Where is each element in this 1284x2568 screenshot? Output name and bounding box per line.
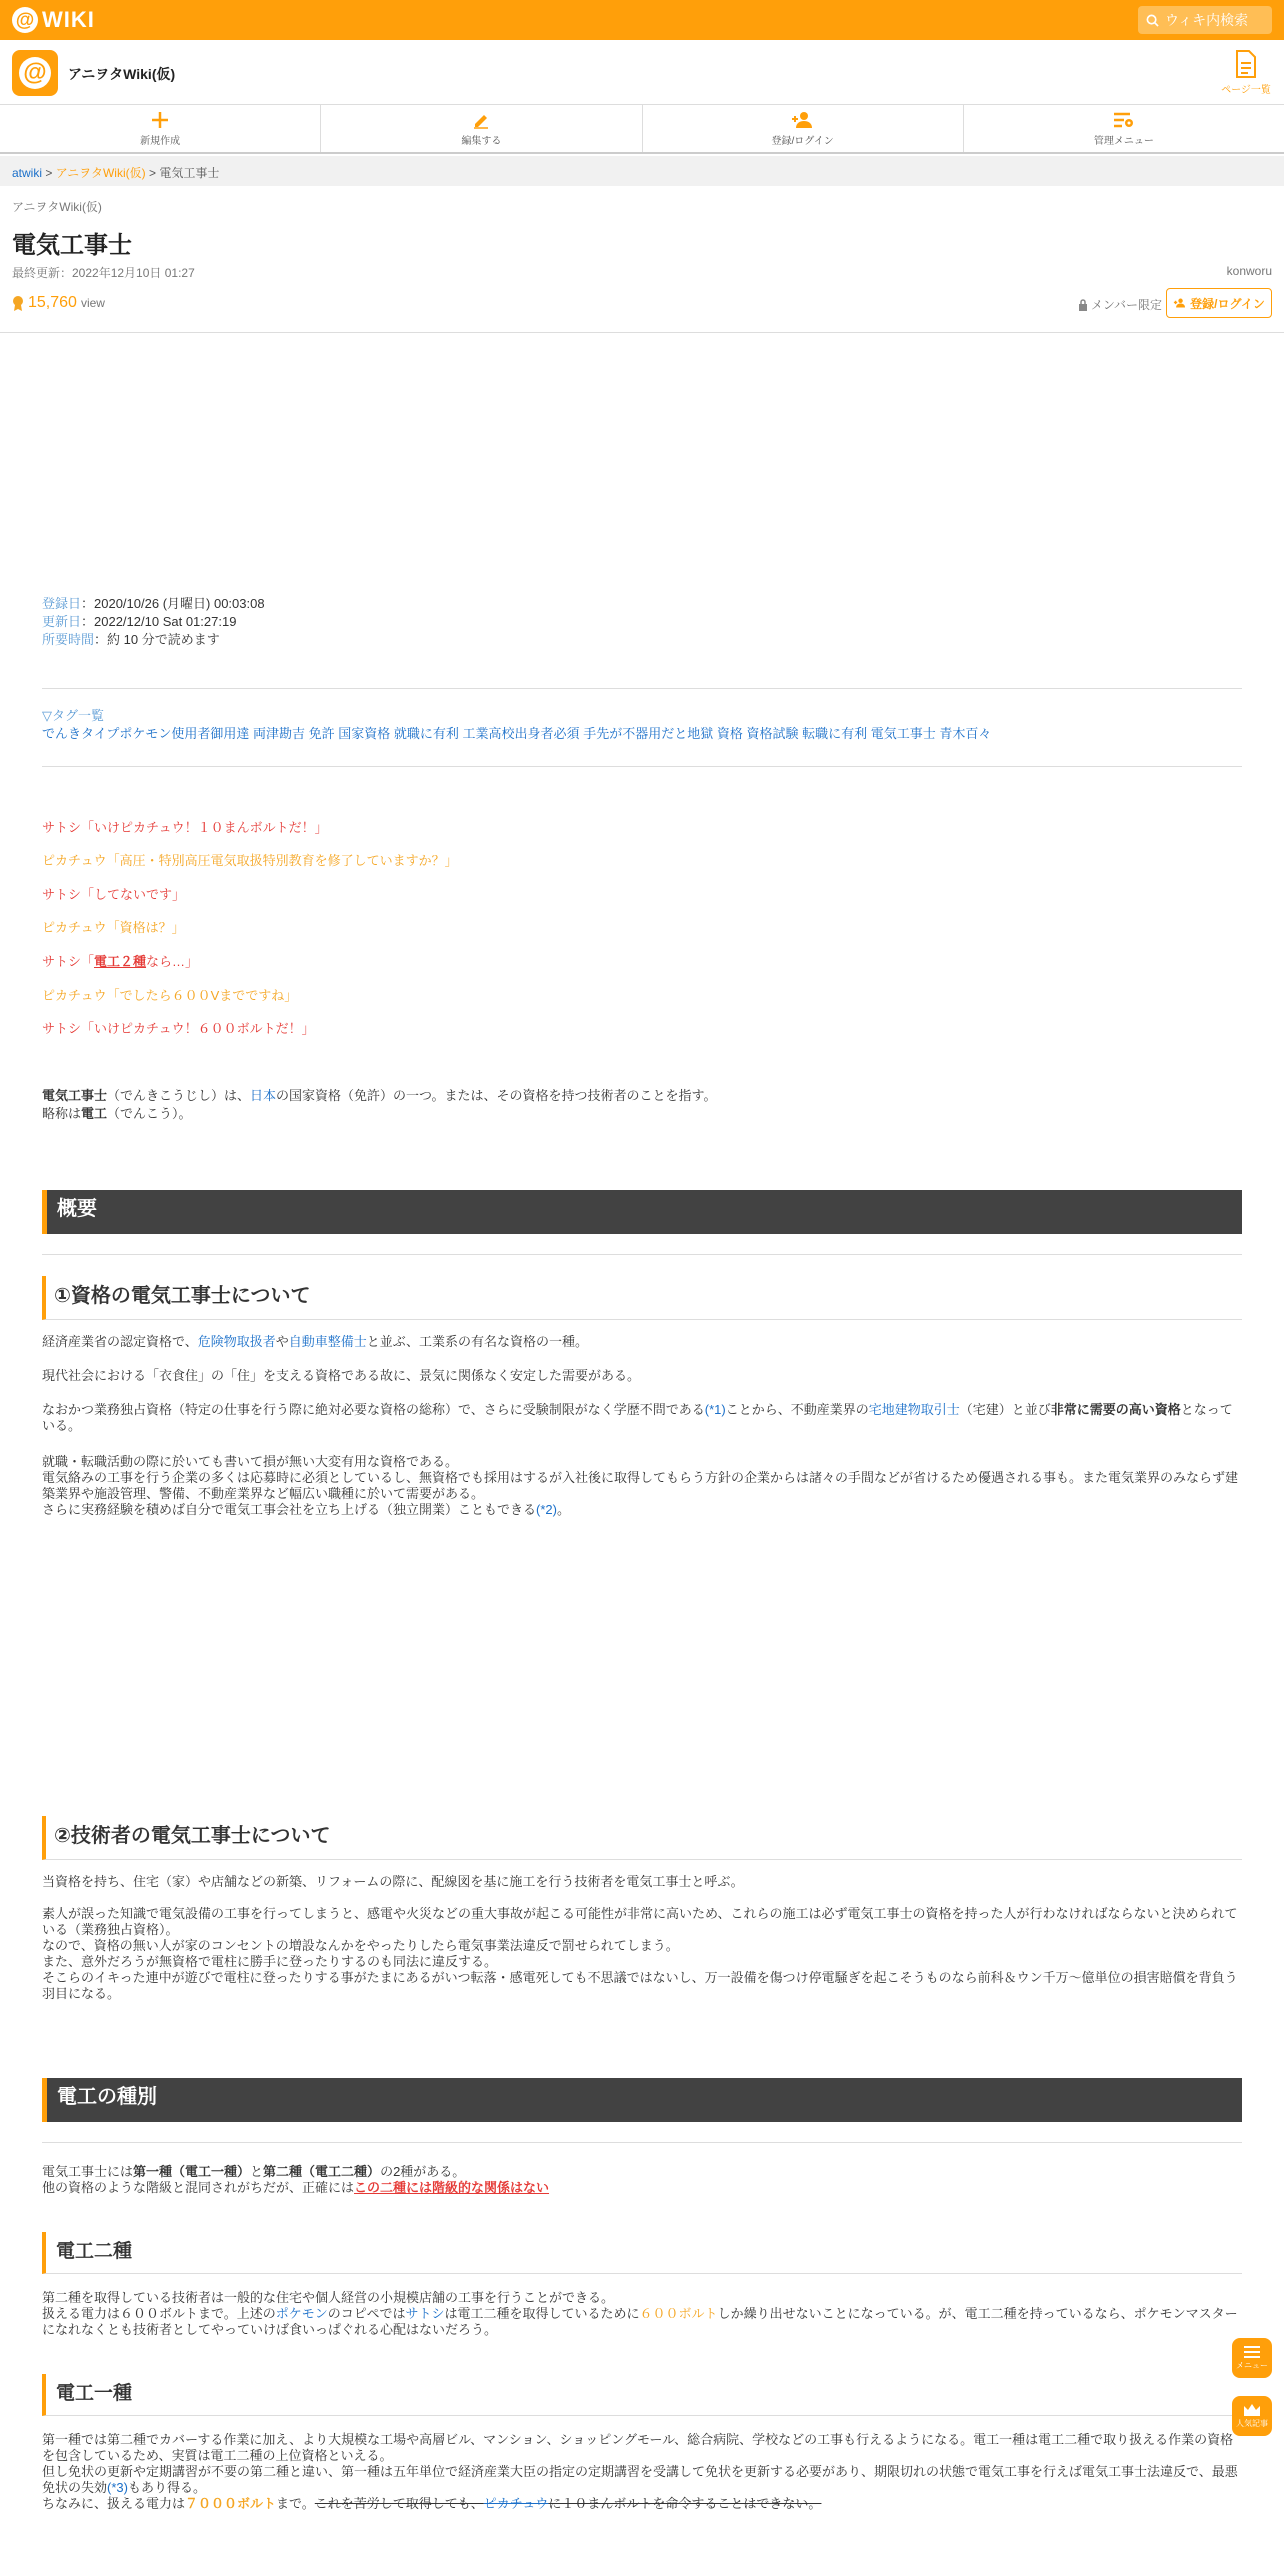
- menu-login[interactable]: [643, 105, 964, 152]
- link-mechanic[interactable]: 自動車整備士: [288, 1334, 367, 1349]
- meta-reading-time: [42, 632, 220, 648]
- dialogue-line: [42, 954, 198, 970]
- text-line: [42, 2496, 1242, 2512]
- author-name[interactable]: konworu: [1226, 264, 1272, 278]
- tag-link[interactable]: 両津勘吉: [252, 726, 305, 741]
- text: （宅建）と並び: [959, 1402, 1051, 1417]
- login-button-label: 登録/ログイン: [1190, 296, 1265, 311]
- text: （でんこう）。: [107, 1106, 192, 1121]
- page-list-label: ページ一覧: [1221, 85, 1271, 96]
- strike-text: これを苦労して取得しても、: [314, 2496, 484, 2511]
- breadcrumb: [0, 156, 1284, 186]
- text-line: なので、資格の無い人が家のコンセントの増設なんかをやったりしたら電気事業法違反で罰せられてしまう。: [42, 1938, 679, 1953]
- tag-link[interactable]: 国家資格: [338, 726, 391, 741]
- login-button[interactable]: [1166, 288, 1272, 318]
- text: 他の資格のような階級と混同されがちだが、正確には: [42, 2180, 355, 2195]
- link-hazmat[interactable]: 危険物取扱者: [197, 1334, 276, 1349]
- view-count: [12, 294, 105, 312]
- text: 略称は: [42, 1106, 82, 1121]
- dialogue-line: サトシ「してないです」: [42, 887, 186, 902]
- section-heading-types: 電工の種別: [42, 2078, 1242, 2122]
- tag-link[interactable]: 免許: [308, 726, 335, 741]
- tag-list: [42, 726, 1242, 742]
- user-add-icon: [791, 111, 815, 129]
- paragraph: [42, 1906, 1242, 2002]
- text-line: また、意外だろうが無資格で電柱に勝手に登ったりするのも同法に違反する。: [42, 1954, 498, 1969]
- text: まで。: [276, 2496, 315, 2511]
- text: なおかつ業務独占資格（特定の仕事を行う際に絶対必要な資格の総称）で、さらに受験制限がなく学歴不問である: [42, 1402, 705, 1417]
- site-icon[interactable]: @: [12, 50, 58, 96]
- menu-label: 登録/ログイン: [771, 135, 834, 147]
- tag-link[interactable]: 工業高校出身者必須: [462, 726, 580, 741]
- document-icon: [1234, 50, 1258, 78]
- floating-menu-button[interactable]: [1232, 2338, 1272, 2378]
- search-box[interactable]: [1138, 6, 1272, 34]
- meta-label: 所要時間: [42, 632, 95, 647]
- tag-link[interactable]: 手先が不器用だと地獄: [583, 726, 714, 741]
- text: の2種がある。: [380, 2164, 466, 2179]
- dialogue-line: サトシ「いけピカチュウ！６００ボルトだ！」: [42, 1021, 315, 1036]
- highlight-text: ７０００ボルト: [185, 2496, 277, 2511]
- view-number: 15,760: [28, 294, 77, 311]
- tag-link[interactable]: でんきタイプポケモン使用者御用達: [42, 726, 250, 741]
- member-only-text: メンバー限定: [1090, 298, 1162, 312]
- menu-label: 管理メニュー: [1093, 135, 1154, 147]
- breadcrumb-site[interactable]: アニヲタWiki(仮): [55, 166, 146, 180]
- highlight-text: ６００ボルト: [639, 2306, 718, 2321]
- section-heading-license: ①資格の電気工事士について: [42, 1276, 1242, 1320]
- meta-value: ：2020/10/26 (月曜日) 00:03:08: [81, 596, 265, 611]
- tag-link[interactable]: 転職に有利: [802, 726, 868, 741]
- meta-value: ：2022/12/10 Sat 01:27:19: [81, 614, 237, 629]
- text-line: 就職・転職活動の際に於いても書いて損が無い大変有用な資格である。: [42, 1454, 459, 1469]
- strike-text: に１０まんボルトを命令することはできない。: [548, 2496, 822, 2511]
- link-pokemon[interactable]: ポケモン: [275, 2306, 328, 2321]
- dialogue-line: ピカチュウ「資格は？」: [42, 920, 185, 935]
- crown-icon: [1243, 2403, 1261, 2417]
- section-heading-type1: 電工一種: [42, 2374, 1242, 2416]
- meta-updated: [42, 614, 236, 630]
- text-line: 素人が誤った知識で電気設備の工事を行ってしまうと、感電や火災などの重大事故が起こる可能性が非常に高いため、これらの施工は必ず電気工事士の資格を持った人が行わなければならないと決められている（業務独占資格）。: [42, 1906, 1238, 1937]
- bold-text: 第二種（電工二種）: [263, 2164, 381, 2179]
- text-line: [42, 2306, 1242, 2338]
- dialogue-line: ピカチュウ「でしたら６００Vまでですね」: [42, 988, 298, 1003]
- member-only-label: [1078, 296, 1162, 313]
- dialogue-link[interactable]: 電工２種: [94, 954, 147, 969]
- paragraph: 当資格を持ち、住宅（家）や店舗などの新築、リフォームの際に、配線図を基に施工を行う技術者を電気工事士と呼ぶ。: [42, 1874, 744, 1889]
- view-unit: view: [80, 296, 105, 310]
- paragraph: [42, 1402, 1242, 1434]
- text: ことから、不動産業界の: [725, 1402, 869, 1417]
- dialogue-line: ピカチュウ「高圧・特別高圧電気取扱特別教育を修了していますか？」: [42, 853, 458, 868]
- text: と並ぶ、工業系の有名な資格の一種。: [366, 1334, 589, 1349]
- bold-text: 電気工事士: [42, 1088, 108, 1103]
- text-line: [42, 2164, 1242, 2180]
- paragraph: [42, 1334, 1242, 1350]
- tag-link[interactable]: 電気工事士: [870, 726, 936, 741]
- page-header: [12, 198, 1272, 312]
- site-header: [0, 40, 1284, 104]
- text: 経済産業省の認定資格で、: [42, 1334, 198, 1349]
- logo-text: WIKI: [42, 7, 95, 32]
- text: と: [250, 2164, 264, 2179]
- text: もあり得る。: [127, 2480, 206, 2495]
- plus-icon: [151, 111, 169, 129]
- section-heading-type2: 電工二種: [42, 2232, 1242, 2274]
- text: 電気工事士には: [42, 2164, 134, 2179]
- footnote-link[interactable]: (*2): [536, 1502, 557, 1517]
- pencil-icon: [472, 111, 490, 129]
- text-line: 電気絡みの工事を行う企業の多くは応募時に必須としているし、無資格でも採用はするが入社後に取得してもらう方針の企業からは諸々の手間などが省けるため優遇される事も。また電気業界のみならず建築業界や施設管理、警備、不動産業界など幅広い職種に於いて需要がある。: [42, 1470, 1239, 1501]
- paragraph: [42, 2432, 1242, 2512]
- atwiki-logo[interactable]: [12, 7, 95, 33]
- fab-label: メニュー: [1236, 2361, 1268, 2370]
- top-bar: [0, 0, 1284, 40]
- bold-text: 電工: [81, 1106, 108, 1121]
- divider: [42, 2142, 1242, 2143]
- text: 但し免状の更新や定期講習が不要の第二種と違い、第一種は五年単位で経済産業大臣の指定の定期講習を受講して免状を更新する必要があり、期限切れの状態で電気工事を行えば電気工事士法違反で、最悪免状の失効: [42, 2464, 1238, 2495]
- link-satoshi[interactable]: サトシ: [405, 2306, 445, 2321]
- link-japan[interactable]: 日本: [250, 1088, 277, 1103]
- text-line: 第二種を取得している技術者は一般的な住宅や個人経営の小規模店舗の工事を行うことができる。: [42, 2290, 615, 2305]
- footnote-link[interactable]: (*3): [107, 2480, 128, 2495]
- dialogue-text: なら…」: [146, 954, 199, 969]
- dialogue-text: サトシ「: [42, 954, 95, 969]
- tag-link[interactable]: 青木百々: [939, 726, 992, 741]
- section-heading-overview: 概要: [42, 1190, 1242, 1234]
- meta-value: ：約 10 分で読めます: [94, 632, 220, 647]
- text: の国家資格（免許）の一つ。または、その資格を持つ技術者のことを指す。: [276, 1088, 717, 1103]
- emphasis-text: この二種には階級的な関係はない: [354, 2180, 550, 2195]
- divider: [42, 1254, 1242, 1255]
- text-line: [42, 2180, 1242, 2196]
- text: は電工二種を取得しているために: [444, 2306, 640, 2321]
- text: や: [275, 1334, 289, 1349]
- tag-list-toggle[interactable]: ▽タグ一覧: [42, 708, 104, 723]
- page-title: 電気工事士: [12, 232, 132, 259]
- last-updated: 最終更新：2022年12月10日 01:27: [12, 266, 195, 280]
- divider: [0, 332, 1284, 333]
- menu-label: 新規作成: [140, 135, 181, 147]
- paragraph: [42, 2164, 1242, 2196]
- footnote-link[interactable]: (*1): [704, 1402, 726, 1417]
- breadcrumb-separator: >: [42, 166, 56, 180]
- tag-link[interactable]: 資格: [716, 726, 743, 741]
- text-line: [42, 2464, 1242, 2496]
- main-menu: [0, 104, 1284, 154]
- menu-admin[interactable]: [964, 105, 1284, 152]
- bold-text: 非常に需要の高い資格: [1050, 1402, 1181, 1417]
- text: さらに実務経験を積めば自分で電気工事会社を立ち上げる（独立開業）こともできる: [42, 1502, 537, 1517]
- breadcrumb-current: 電気工事士: [159, 166, 220, 180]
- paragraph: 現代社会における「衣食住」の「住」を支える資格である故に、景気に関係なく安定した需要がある。: [42, 1368, 641, 1383]
- menu-edit[interactable]: [321, 105, 642, 152]
- text-line: 第一種では第二種でカバーする作業に加え、より大規模な工場や高層ビル、マンション、ショッピングモール、総合病院、学校などの工事も行えるようになる。電工一種は電工二種で取り扱える作業の資格を包含しているため、実質は電工二種の上位資格といえる。: [42, 2432, 1234, 2463]
- breadcrumb-home[interactable]: atwiki: [12, 166, 43, 180]
- text: 扱える電力は６００ボルトまで。上述の: [42, 2306, 276, 2321]
- meta-label: 更新日: [42, 614, 82, 629]
- floating-popular-button[interactable]: [1232, 2396, 1272, 2436]
- link-pikachu[interactable]: ピカチュウ: [483, 2496, 549, 2511]
- meta-registered: [42, 596, 265, 612]
- user-add-icon: [1173, 298, 1187, 308]
- medal-icon: [12, 295, 24, 311]
- text: のコピペでは: [327, 2306, 406, 2321]
- tag-link[interactable]: 資格試験: [746, 726, 799, 741]
- meta-label: 登録日: [42, 596, 82, 611]
- search-icon: [1146, 14, 1159, 27]
- text-line: [42, 1502, 1242, 1518]
- page-site-name: アニヲタWiki(仮): [12, 200, 102, 214]
- dialogue-line: サトシ「いけピカチュウ！１０まんボルトだ！」: [42, 820, 328, 835]
- at-icon: @: [12, 7, 38, 33]
- paragraph: [42, 2290, 1242, 2338]
- paragraph: [42, 1454, 1242, 1518]
- menu-new-page[interactable]: [0, 105, 321, 152]
- menu-label: 編集する: [461, 135, 502, 147]
- text: ちなみに、扱える電力は: [42, 2496, 186, 2511]
- settings-list-icon: [1113, 111, 1135, 129]
- breadcrumb-separator: >: [145, 166, 160, 180]
- text: （でんきこうじし）は、: [107, 1088, 251, 1103]
- text-line: そこらのイキった連中が遊びで電柱に登ったりする事がたまにあるがいつ転落・感電死しても不思議ではないし、万一設備を傷つけ停電騒ぎを起こそうものなら前科＆ウン千万～億単位の損害賠償を背負う羽目になる。: [42, 1970, 1238, 2001]
- page-list-button[interactable]: [1220, 50, 1272, 96]
- bold-text: 第一種（電工一種）: [133, 2164, 251, 2179]
- link-realestate[interactable]: 宅地建物取引士: [868, 1402, 960, 1417]
- divider: [42, 766, 1242, 767]
- intro-line: [42, 1088, 717, 1104]
- tag-link[interactable]: 就職に有利: [393, 726, 459, 741]
- text: となっている。: [42, 1402, 1233, 1433]
- intro-line: [42, 1106, 192, 1122]
- text: 。: [556, 1502, 570, 1517]
- hamburger-icon: [1243, 2345, 1261, 2359]
- search-input[interactable]: [1165, 12, 1265, 28]
- site-title[interactable]: アニヲタWiki(仮): [68, 66, 176, 82]
- lock-icon: [1078, 299, 1088, 311]
- section-heading-technician: ②技術者の電気工事士について: [42, 1816, 1242, 1860]
- text: しか繰り出せないことになっている。が、電工二種を持っているなら、ポケモンマスターになれなくとも技術者としてやっていけば食いっぱぐれる心配はないだろう。: [42, 2306, 1238, 2337]
- fab-label: 人気記事: [1236, 2419, 1268, 2428]
- divider: [42, 688, 1242, 689]
